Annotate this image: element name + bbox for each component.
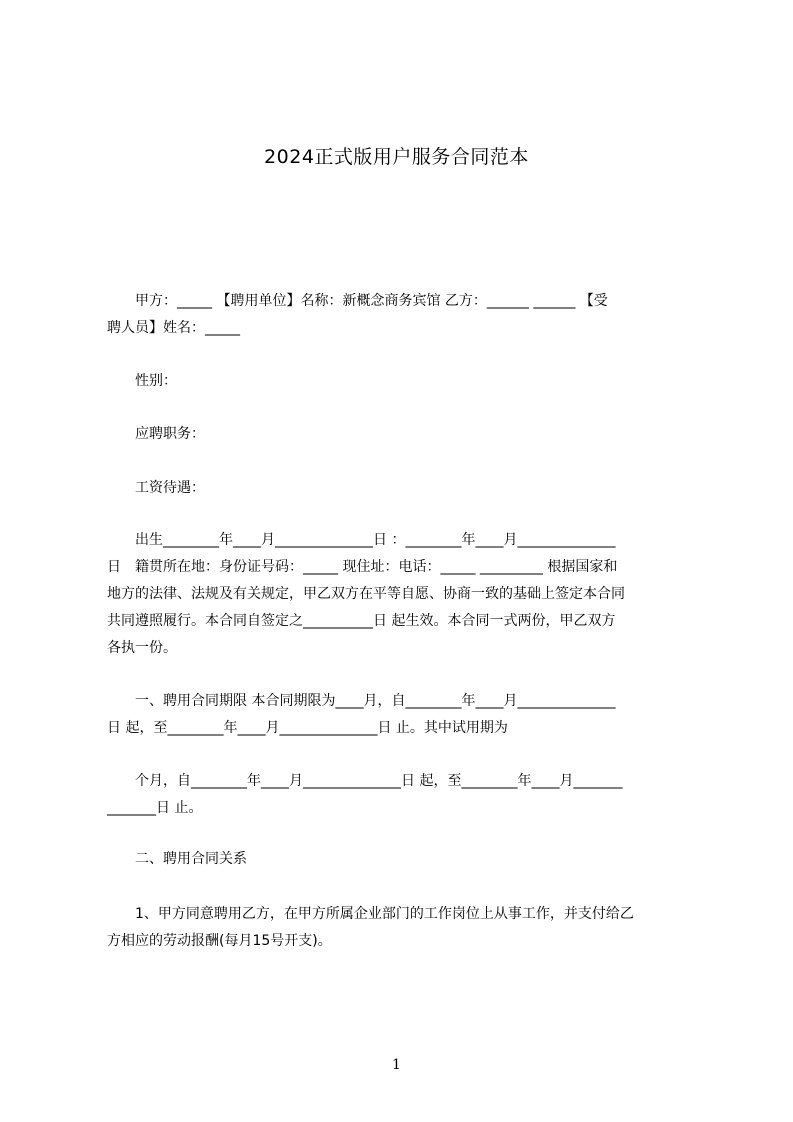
paragraph-line: 个月，自________年____月______________日 起，至________年____月_______ xyxy=(135,773,623,789)
paragraph-line: 地方的法律、法规及有关规定，甲乙双方在平等自愿、协商一致的基础上签定本合同 xyxy=(107,586,625,602)
probation-paragraph xyxy=(107,768,700,822)
paragraph-line: 日 籍贯所在地：身份证号码：_____ 现住址：电话：_____ _________ 根据国家和 xyxy=(107,559,618,575)
paragraph-line: 二、聘用合同关系 xyxy=(135,851,247,867)
document-title: 2024正式版用户服务合同范本 xyxy=(264,146,529,168)
paragraph-line: 出生________年____月______________日 ：________年____月______________ xyxy=(135,532,616,548)
paragraph-line: 日 起，至________年____月______________日 止。其中试用期为 xyxy=(107,720,508,736)
paragraph-line: _______日 止。 xyxy=(107,800,203,816)
paragraph-line: 共同遵照履行。本合同自签定之__________日 起生效。本合同一式两份，甲乙双方 xyxy=(107,613,616,629)
paragraph-line: 方相应的劳动报酬(每月15号开支)。 xyxy=(107,933,332,949)
gender-paragraph xyxy=(107,368,700,395)
page-number: 1 xyxy=(392,1057,401,1073)
paragraph-line: 性别： xyxy=(135,373,177,389)
clause-1-paragraph xyxy=(107,901,700,955)
contract-term-paragraph xyxy=(107,688,700,742)
paragraph-line: 一、聘用合同期限 本合同期限为____月，自________年____月______________ xyxy=(135,693,616,709)
paragraph-line: 工资待遇： xyxy=(135,480,205,496)
paragraph-line: 聘人员】姓名：_____ xyxy=(107,320,240,336)
general-terms-paragraph xyxy=(107,527,700,662)
parties-paragraph xyxy=(107,288,700,342)
salary-paragraph xyxy=(107,475,700,502)
position-paragraph xyxy=(107,421,700,448)
paragraph-line: 1、甲方同意聘用乙方，在甲方所属企业部门的工作岗位上从事工作，并支付给乙 xyxy=(135,906,634,922)
paragraph-line: 应聘职务： xyxy=(135,426,205,442)
paragraph-line: 各执一份。 xyxy=(107,640,177,656)
section-heading-employment-relation xyxy=(107,846,700,873)
paragraph-line: 甲方：_____ 【聘用单位】名称：新概念商务宾馆 乙方：______ ______ 【受 xyxy=(135,293,608,309)
